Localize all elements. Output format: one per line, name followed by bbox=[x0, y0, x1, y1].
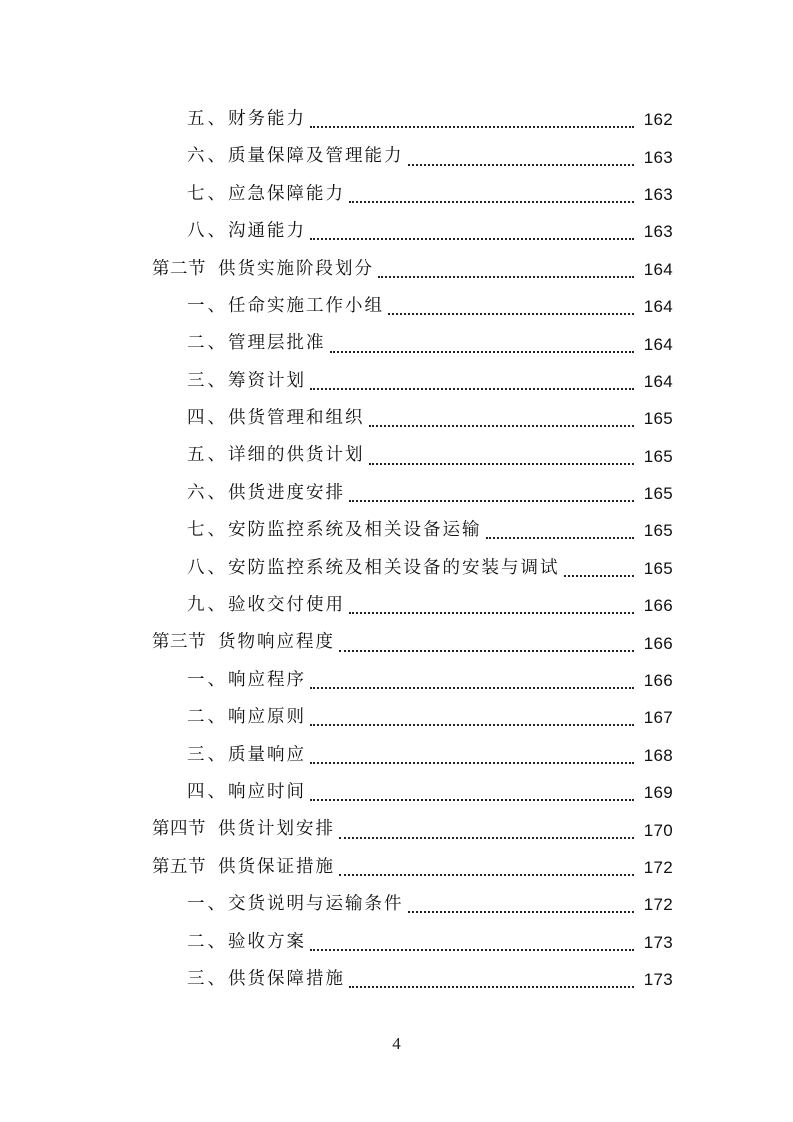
toc-entry-page: 164 bbox=[643, 334, 673, 354]
toc-section-entry[interactable] bbox=[0, 624, 793, 661]
toc-entry-number: 一、 bbox=[187, 894, 228, 915]
toc-subsection-entry[interactable] bbox=[0, 662, 793, 699]
toc-entry-number: 第四节 bbox=[152, 819, 206, 840]
toc-entry-number: 七、 bbox=[187, 520, 228, 541]
toc-subsection-entry[interactable] bbox=[0, 886, 793, 923]
toc-entry-title: 验收方案 bbox=[228, 931, 306, 952]
toc-entry-number: 六、 bbox=[187, 146, 228, 167]
toc-subsection-entry[interactable] bbox=[0, 587, 793, 624]
dot-leader bbox=[310, 686, 634, 689]
toc-subsection-entry[interactable] bbox=[0, 400, 793, 437]
toc-entry-title: 财务能力 bbox=[228, 108, 306, 129]
toc-entry-title: 响应程序 bbox=[228, 669, 306, 690]
toc-entry-title: 安防监控系统及相关设备运输 bbox=[228, 520, 482, 541]
toc-entry-page: 164 bbox=[643, 259, 673, 279]
toc-entry-page: 165 bbox=[643, 558, 673, 578]
dot-leader bbox=[339, 649, 634, 652]
dot-leader bbox=[486, 536, 635, 539]
toc-entry-number: 八、 bbox=[187, 221, 228, 242]
toc-entry-title: 验收交付使用 bbox=[228, 595, 345, 616]
toc-entry-number: 五、 bbox=[187, 108, 228, 129]
toc-subsection-entry[interactable] bbox=[0, 288, 793, 325]
toc-entry-number: 二、 bbox=[187, 707, 228, 728]
toc-subsection-entry[interactable] bbox=[0, 138, 793, 175]
toc-entry-page: 168 bbox=[643, 745, 673, 765]
toc-entry-number: 八、 bbox=[187, 557, 228, 578]
dot-leader bbox=[349, 611, 634, 614]
toc-entry-page: 172 bbox=[643, 858, 673, 877]
toc-entry-title: 应急保障能力 bbox=[228, 183, 345, 204]
dot-leader bbox=[330, 350, 635, 353]
toc-entry-page: 165 bbox=[643, 521, 673, 541]
toc-entry-number: 一、 bbox=[187, 295, 228, 316]
toc-entry-title: 任命实施工作小组 bbox=[228, 295, 384, 316]
toc-entry-title: 沟通能力 bbox=[228, 221, 306, 242]
toc-entry-number: 三、 bbox=[187, 744, 228, 765]
table-of-contents bbox=[0, 101, 793, 998]
toc-entry-title: 交货说明与运输条件 bbox=[228, 894, 404, 915]
toc-entry-number: 九、 bbox=[187, 595, 228, 616]
toc-entry-number: 第二节 bbox=[152, 258, 206, 279]
toc-subsection-entry[interactable] bbox=[0, 101, 793, 138]
toc-section-entry[interactable] bbox=[0, 811, 793, 848]
toc-entry-page: 165 bbox=[643, 484, 673, 504]
toc-entry-page: 163 bbox=[643, 147, 673, 167]
dot-leader bbox=[349, 985, 634, 988]
toc-section-entry[interactable] bbox=[0, 849, 793, 886]
dot-leader bbox=[369, 424, 635, 427]
dot-leader bbox=[369, 462, 635, 465]
toc-entry-title: 筹资计划 bbox=[228, 370, 306, 391]
dot-leader bbox=[378, 275, 634, 278]
toc-entry-title: 货物响应程度 bbox=[218, 632, 335, 653]
toc-entry-title: 供货保证措施 bbox=[218, 856, 335, 877]
dot-leader bbox=[349, 200, 634, 203]
toc-entry-page: 172 bbox=[643, 895, 673, 915]
toc-entry-title: 供货保障措施 bbox=[228, 968, 345, 989]
dot-leader bbox=[310, 387, 634, 390]
toc-entry-number: 二、 bbox=[187, 333, 228, 354]
dot-leader bbox=[408, 163, 635, 166]
toc-subsection-entry[interactable] bbox=[0, 475, 793, 512]
toc-subsection-entry[interactable] bbox=[0, 924, 793, 961]
dot-leader bbox=[310, 723, 634, 726]
toc-subsection-entry[interactable] bbox=[0, 512, 793, 549]
toc-entry-page: 163 bbox=[643, 184, 673, 204]
toc-entry-page: 173 bbox=[643, 970, 673, 990]
toc-subsection-entry[interactable] bbox=[0, 699, 793, 736]
toc-entry-number: 二、 bbox=[187, 931, 228, 952]
dot-leader bbox=[310, 761, 634, 764]
toc-entry-title: 安防监控系统及相关设备的安装与调试 bbox=[228, 557, 560, 578]
toc-entry-number: 五、 bbox=[187, 445, 228, 466]
toc-entry-number: 四、 bbox=[187, 781, 228, 802]
toc-entry-page: 170 bbox=[643, 820, 673, 840]
toc-subsection-entry[interactable] bbox=[0, 737, 793, 774]
toc-subsection-entry[interactable] bbox=[0, 550, 793, 587]
toc-entry-page: 173 bbox=[643, 932, 673, 952]
dot-leader bbox=[339, 836, 634, 839]
dot-leader bbox=[349, 499, 634, 502]
toc-entry-page: 164 bbox=[643, 297, 673, 317]
toc-entry-title: 质量保障及管理能力 bbox=[228, 146, 404, 167]
toc-entry-page: 167 bbox=[643, 708, 673, 728]
toc-entry-page: 166 bbox=[643, 596, 673, 616]
toc-entry-page: 169 bbox=[643, 783, 673, 803]
toc-subsection-entry[interactable] bbox=[0, 213, 793, 250]
toc-entry-number: 四、 bbox=[187, 408, 228, 429]
dot-leader bbox=[310, 237, 634, 240]
dot-leader bbox=[564, 574, 635, 577]
dot-leader bbox=[310, 798, 634, 801]
toc-entry-page: 166 bbox=[643, 633, 673, 653]
toc-entry-title: 响应时间 bbox=[228, 781, 306, 802]
toc-entry-title: 管理层批准 bbox=[228, 333, 326, 354]
toc-entry-title: 响应原则 bbox=[228, 707, 306, 728]
toc-entry-title: 供货实施阶段划分 bbox=[218, 258, 374, 279]
dot-leader bbox=[388, 312, 634, 315]
toc-entry-title: 供货计划安排 bbox=[218, 819, 335, 840]
toc-entry-page: 163 bbox=[643, 222, 673, 242]
toc-entry-page: 162 bbox=[643, 110, 673, 130]
toc-entry-number: 六、 bbox=[187, 482, 228, 503]
page-number: 4 bbox=[392, 1034, 401, 1053]
toc-subsection-entry[interactable] bbox=[0, 774, 793, 811]
toc-entry-number: 一、 bbox=[187, 669, 228, 690]
toc-subsection-entry[interactable] bbox=[0, 363, 793, 400]
toc-entry-page: 165 bbox=[643, 446, 673, 466]
toc-entry-title: 质量响应 bbox=[228, 744, 306, 765]
toc-entry-title: 供货进度安排 bbox=[228, 482, 345, 503]
toc-subsection-entry[interactable] bbox=[0, 325, 793, 362]
toc-entry-number: 第三节 bbox=[152, 632, 206, 653]
dot-leader bbox=[339, 873, 634, 876]
toc-section-entry[interactable] bbox=[0, 251, 793, 288]
dot-leader bbox=[310, 125, 634, 128]
toc-entry-number: 三、 bbox=[187, 968, 228, 989]
toc-subsection-entry[interactable] bbox=[0, 176, 793, 213]
dot-leader bbox=[408, 910, 635, 913]
toc-entry-page: 165 bbox=[643, 409, 673, 429]
toc-entry-number: 七、 bbox=[187, 183, 228, 204]
toc-entry-title: 供货管理和组织 bbox=[228, 408, 365, 429]
toc-subsection-entry[interactable] bbox=[0, 961, 793, 998]
toc-entry-title: 详细的供货计划 bbox=[228, 445, 365, 466]
toc-entry-page: 166 bbox=[643, 671, 673, 691]
toc-entry-page: 164 bbox=[643, 371, 673, 391]
toc-entry-number: 第五节 bbox=[152, 856, 206, 877]
toc-entry-number: 三、 bbox=[187, 370, 228, 391]
dot-leader bbox=[310, 948, 634, 951]
toc-subsection-entry[interactable] bbox=[0, 438, 793, 475]
